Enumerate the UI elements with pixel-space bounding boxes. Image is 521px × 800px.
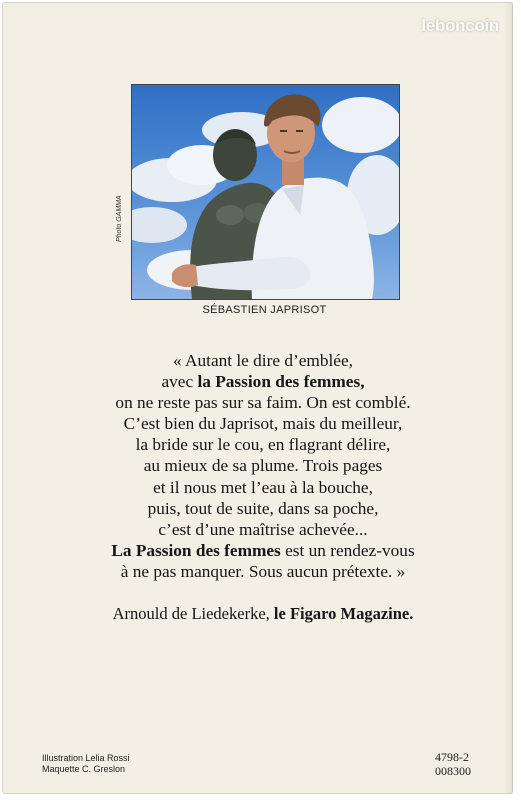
catalog-code-2: 008300 <box>435 764 471 778</box>
quote-text: avec <box>161 372 198 392</box>
quote-line: C’est bien du Japrisot, mais du meilleur, <box>123 414 403 434</box>
quote-line <box>32 371 494 392</box>
cover-credits <box>42 753 130 775</box>
attribution-author: Arnould de Liedekerke, <box>112 604 274 623</box>
layout-credit: Maquette C. Greslon <box>42 764 126 774</box>
quote-line: puis, tout de suite, dans sa poche, <box>147 498 379 518</box>
photo-caption: SÉBASTIEN JAPRISOT <box>202 304 327 316</box>
review-quote <box>32 350 494 582</box>
quote-line: et il nous met l’eau à la bouche, <box>153 477 373 497</box>
book-title-bold: la Passion des femmes, <box>197 372 365 392</box>
photo-credit: Photo GAMMA <box>116 195 123 242</box>
quote-text: est un rendez-vous <box>280 540 415 560</box>
quote-line: on ne reste pas sur sa faim. On est comblé. <box>115 393 411 413</box>
author-photo <box>131 84 400 300</box>
catalog-code-1: 4798-2 <box>435 750 469 764</box>
quote-line: au mieux de sa plume. Trois pages <box>143 456 383 476</box>
book-title-bold: La Passion des femmes <box>111 540 281 560</box>
quote-line: « Autant le dire d’emblée, <box>173 351 353 370</box>
quote-line <box>32 540 494 561</box>
quote-line: c’est d’une maîtrise achevée... <box>158 519 368 539</box>
quote-line: la bride sur le cou, en flagrant délire, <box>135 435 391 455</box>
quote-attribution <box>32 604 494 624</box>
attribution-publication: le Figaro Magazine. <box>273 604 414 623</box>
book-back-cover <box>2 2 513 794</box>
quote-line: à ne pas manquer. Sous aucun prétexte. » <box>120 561 406 581</box>
illustration-credit: Illustration Lelia Rossi <box>42 753 130 763</box>
leboncoin-watermark: leboncoin <box>421 16 499 35</box>
catalog-codes <box>435 750 471 778</box>
